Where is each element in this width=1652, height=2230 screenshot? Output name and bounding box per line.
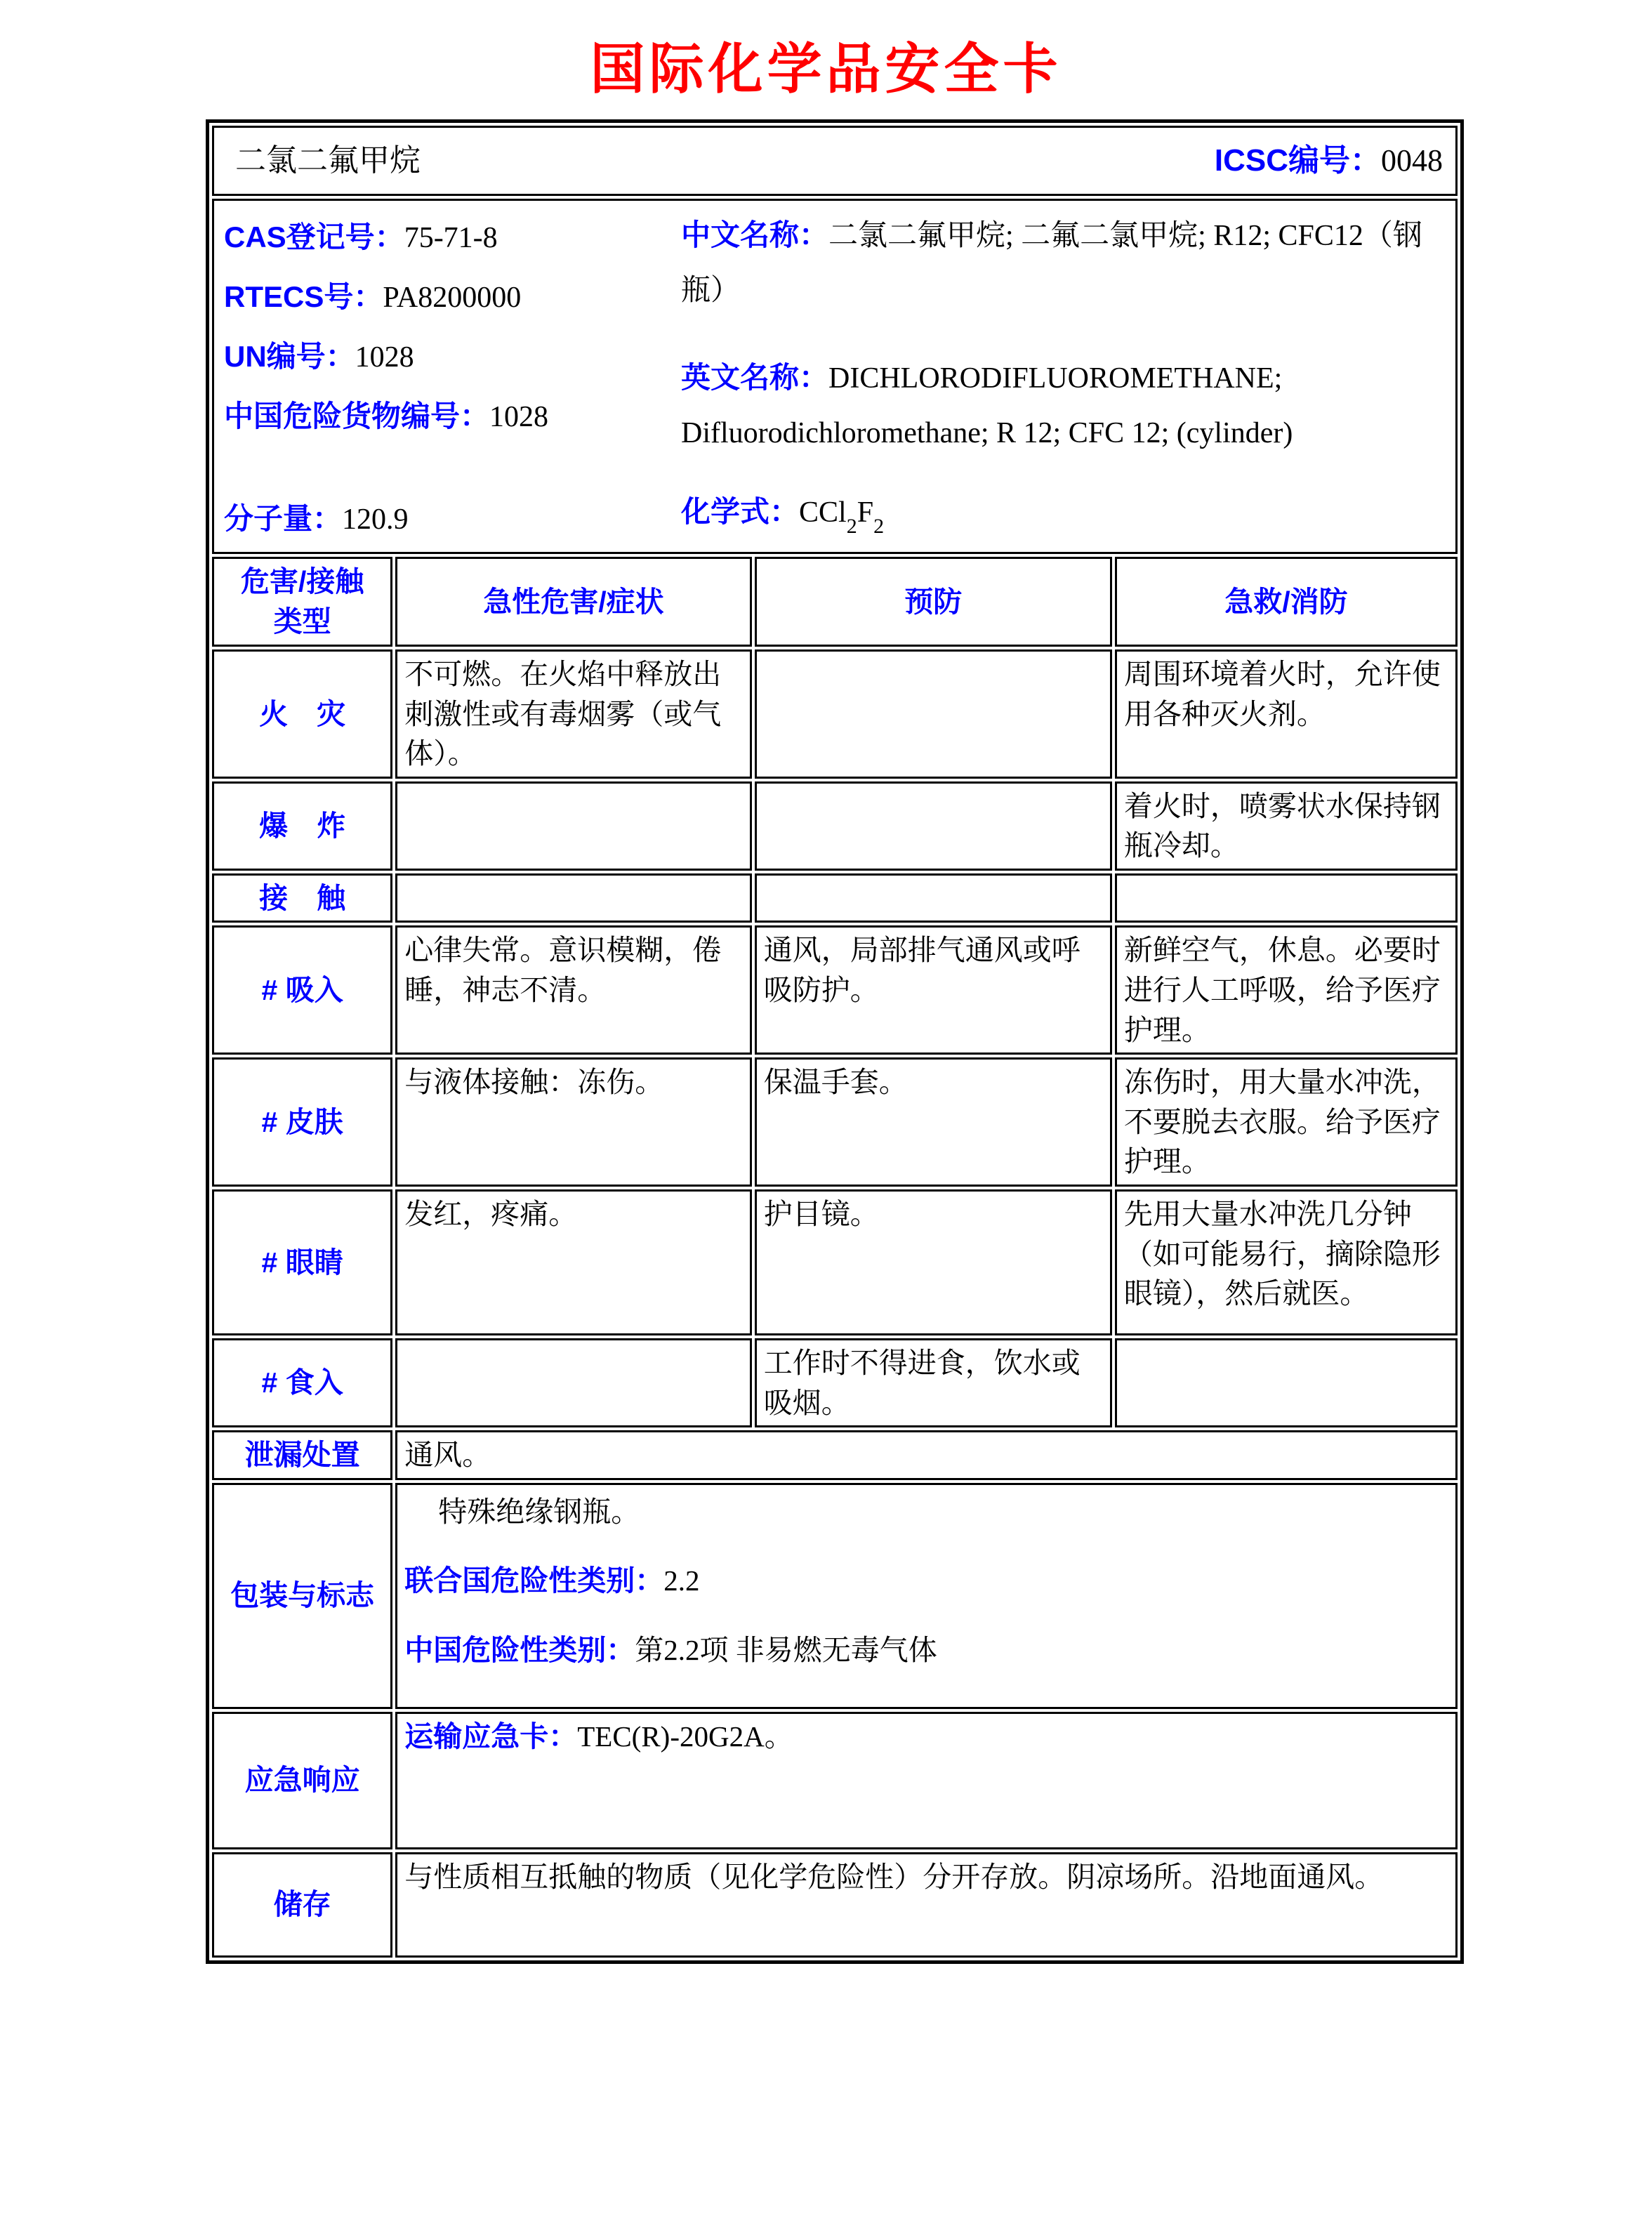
- molecular-weight-line: [224, 499, 409, 541]
- hazard-header-row: [212, 557, 1458, 647]
- rtecs-number-label: RTECS号：: [224, 280, 383, 313]
- hazard-row-explosion-prevention: [755, 781, 1112, 871]
- chinese-name-line: [681, 208, 1446, 318]
- storage-content: 与性质相互抵触的物质（见化学危险性）分开存放。阴凉场所。沿地面通风。: [395, 1852, 1458, 1958]
- packaging-special-note: 特殊绝缘钢瓶。: [438, 1495, 640, 1528]
- packaging-label: 包装与标志: [212, 1483, 392, 1709]
- un-hazard-class-label: 联合国危险性类别：: [404, 1564, 664, 1597]
- hazard-row-fire: [212, 649, 1458, 779]
- hazard-row-fire-label: 火 灾: [212, 649, 392, 779]
- hazard-header-type-line2: 类型: [273, 605, 331, 638]
- chemical-formula-label: 化学式：: [681, 494, 800, 528]
- hazard-row-exposure: [212, 873, 1458, 923]
- china-hazard-class-value: 第2.2项 非易燃无毒气体: [635, 1633, 937, 1666]
- hazard-row-inhalation-label: # 吸入: [212, 925, 392, 1055]
- hazard-header-symptoms: 急性危害/症状: [395, 557, 751, 647]
- icsc-number-value: 0048: [1381, 143, 1443, 178]
- rtecs-number-value: PA8200000: [383, 282, 522, 314]
- registry-numbers-block: [224, 208, 548, 447]
- hazard-row-eyes: [212, 1189, 1458, 1335]
- english-name-line: [681, 350, 1446, 461]
- page-title: 国际化学品安全卡: [590, 38, 1062, 100]
- china-dg-number-value: 1028: [489, 401, 549, 433]
- un-number-value: 1028: [355, 341, 414, 374]
- hazard-header-type: [212, 557, 392, 647]
- names-block: [681, 208, 1446, 461]
- hazard-row-eyes-prevention: 护目镜。: [755, 1189, 1112, 1335]
- emergency-response-content: [395, 1712, 1458, 1849]
- hazard-header-prevention: 预防: [755, 557, 1112, 647]
- hazard-row-exposure-label: 接 触: [212, 873, 392, 923]
- hazard-row-skin-firstaid: 冻伤时，用大量水冲洗，不要脱去衣服。给予医疗护理。: [1115, 1057, 1458, 1187]
- molecular-weight-value: 120.9: [342, 503, 409, 536]
- substance-header-row: [212, 126, 1458, 196]
- hazard-row-inhalation: [212, 925, 1458, 1055]
- chinese-name-label: 中文名称：: [681, 218, 829, 251]
- cas-number-label: CAS登记号：: [224, 220, 404, 253]
- spill-disposal-row: [212, 1430, 1458, 1480]
- hazard-row-inhalation-firstaid: 新鲜空气，休息。必要时进行人工呼吸，给予医疗护理。: [1115, 925, 1458, 1055]
- storage-label: 储存: [212, 1852, 392, 1958]
- china-dg-number-label: 中国危险货物编号：: [224, 400, 490, 433]
- hazard-row-fire-prevention: [755, 649, 1112, 779]
- icsc-number-label: ICSC编号：: [1214, 143, 1381, 178]
- icsc-card-table: [206, 119, 1464, 1964]
- china-hazard-class-line: [404, 1630, 1448, 1670]
- spill-disposal-content: 通风。: [395, 1430, 1458, 1480]
- substance-name: 二氯二氟甲烷: [235, 143, 421, 178]
- substance-header-cell: [212, 126, 1458, 196]
- hazard-header-firstaid: 急救/消防: [1115, 557, 1458, 647]
- un-number-label: UN编号：: [224, 340, 355, 373]
- emergency-response-label: 应急响应: [212, 1712, 392, 1849]
- hazard-row-ingestion-prevention: 工作时不得进食，饮水或吸烟。: [755, 1338, 1112, 1427]
- hazard-row-eyes-firstaid: 先用大量水冲洗几分钟（如可能易行，摘除隐形眼镜），然后就医。: [1115, 1189, 1458, 1335]
- hazard-row-ingestion-label: # 食入: [212, 1338, 392, 1427]
- hazard-row-eyes-label: # 眼睛: [212, 1189, 392, 1335]
- english-name-value: DICHLORODIFLUOROMETHANE; Difluorodichloromethane; R 12; CFC 12; (cylinder): [681, 362, 1293, 449]
- un-hazard-class-value: 2.2: [663, 1564, 700, 1597]
- hazard-row-ingestion: [212, 1338, 1458, 1427]
- hazard-row-fire-firstaid: 周围环境着火时，允许使用各种灭火剂。: [1115, 649, 1458, 779]
- hazard-row-skin: [212, 1057, 1458, 1187]
- transport-emergency-card-label: 运输应急卡：: [404, 1720, 578, 1753]
- identification-cell: [212, 199, 1458, 554]
- molecular-weight-label: 分子量：: [224, 502, 343, 536]
- rtecs-number-line: [224, 268, 548, 327]
- chemical-formula-line: [681, 491, 884, 541]
- storage-row: [212, 1852, 1458, 1958]
- un-hazard-class-line: [404, 1561, 1448, 1601]
- icsc-number-group: [1215, 140, 1443, 183]
- hazard-row-exposure-firstaid: [1115, 873, 1458, 923]
- hazard-row-inhalation-prevention: 通风，局部排气通风或呼吸防护。: [755, 925, 1112, 1055]
- hazard-row-fire-symptoms: 不可燃。在火焰中释放出刺激性或有毒烟雾（或气体）。: [395, 649, 751, 779]
- hazard-row-explosion-firstaid: 着火时，喷雾状水保持钢瓶冷却。: [1115, 781, 1458, 871]
- hazard-row-exposure-symptoms: [395, 873, 751, 923]
- chinese-name-value: 二氯二氟甲烷; 二氟二氯甲烷; R12; CFC12（钢瓶）: [681, 220, 1422, 307]
- hazard-row-inhalation-symptoms: 心律失常。意识模糊，倦睡，神志不清。: [395, 925, 751, 1055]
- cas-number-value: 75-71-8: [404, 222, 498, 254]
- hazard-row-exposure-prevention: [755, 873, 1112, 923]
- hazard-row-ingestion-firstaid: [1115, 1338, 1458, 1427]
- hazard-row-skin-symptoms: 与液体接触：冻伤。: [395, 1057, 751, 1187]
- spill-disposal-label: 泄漏处置: [212, 1430, 392, 1480]
- identification-row: [212, 199, 1458, 554]
- chemical-formula-value: $CCl_2F_2$: [799, 496, 885, 538]
- un-number-line: [224, 327, 548, 387]
- hazard-row-explosion-symptoms: [395, 781, 751, 871]
- packaging-row: [212, 1483, 1458, 1709]
- hazard-row-explosion: [212, 781, 1458, 871]
- hazard-row-explosion-label: 爆 炸: [212, 781, 392, 871]
- china-hazard-class-label: 中国危险性类别：: [404, 1633, 635, 1666]
- hazard-row-ingestion-symptoms: [395, 1338, 751, 1427]
- english-name-label: 英文名称：: [681, 361, 829, 394]
- china-dg-number-line: [224, 387, 548, 447]
- emergency-response-row: [212, 1712, 1458, 1849]
- hazard-row-skin-prevention: 保温手套。: [755, 1057, 1112, 1187]
- hazard-row-eyes-symptoms: 发红，疼痛。: [395, 1189, 751, 1335]
- packaging-content: [395, 1483, 1458, 1709]
- transport-emergency-card-value: TEC(R)-20G2A。: [577, 1720, 793, 1753]
- cas-number-line: [224, 208, 548, 268]
- hazard-row-skin-label: # 皮肤: [212, 1057, 392, 1187]
- hazard-header-type-line1: 危害/接触: [240, 565, 364, 598]
